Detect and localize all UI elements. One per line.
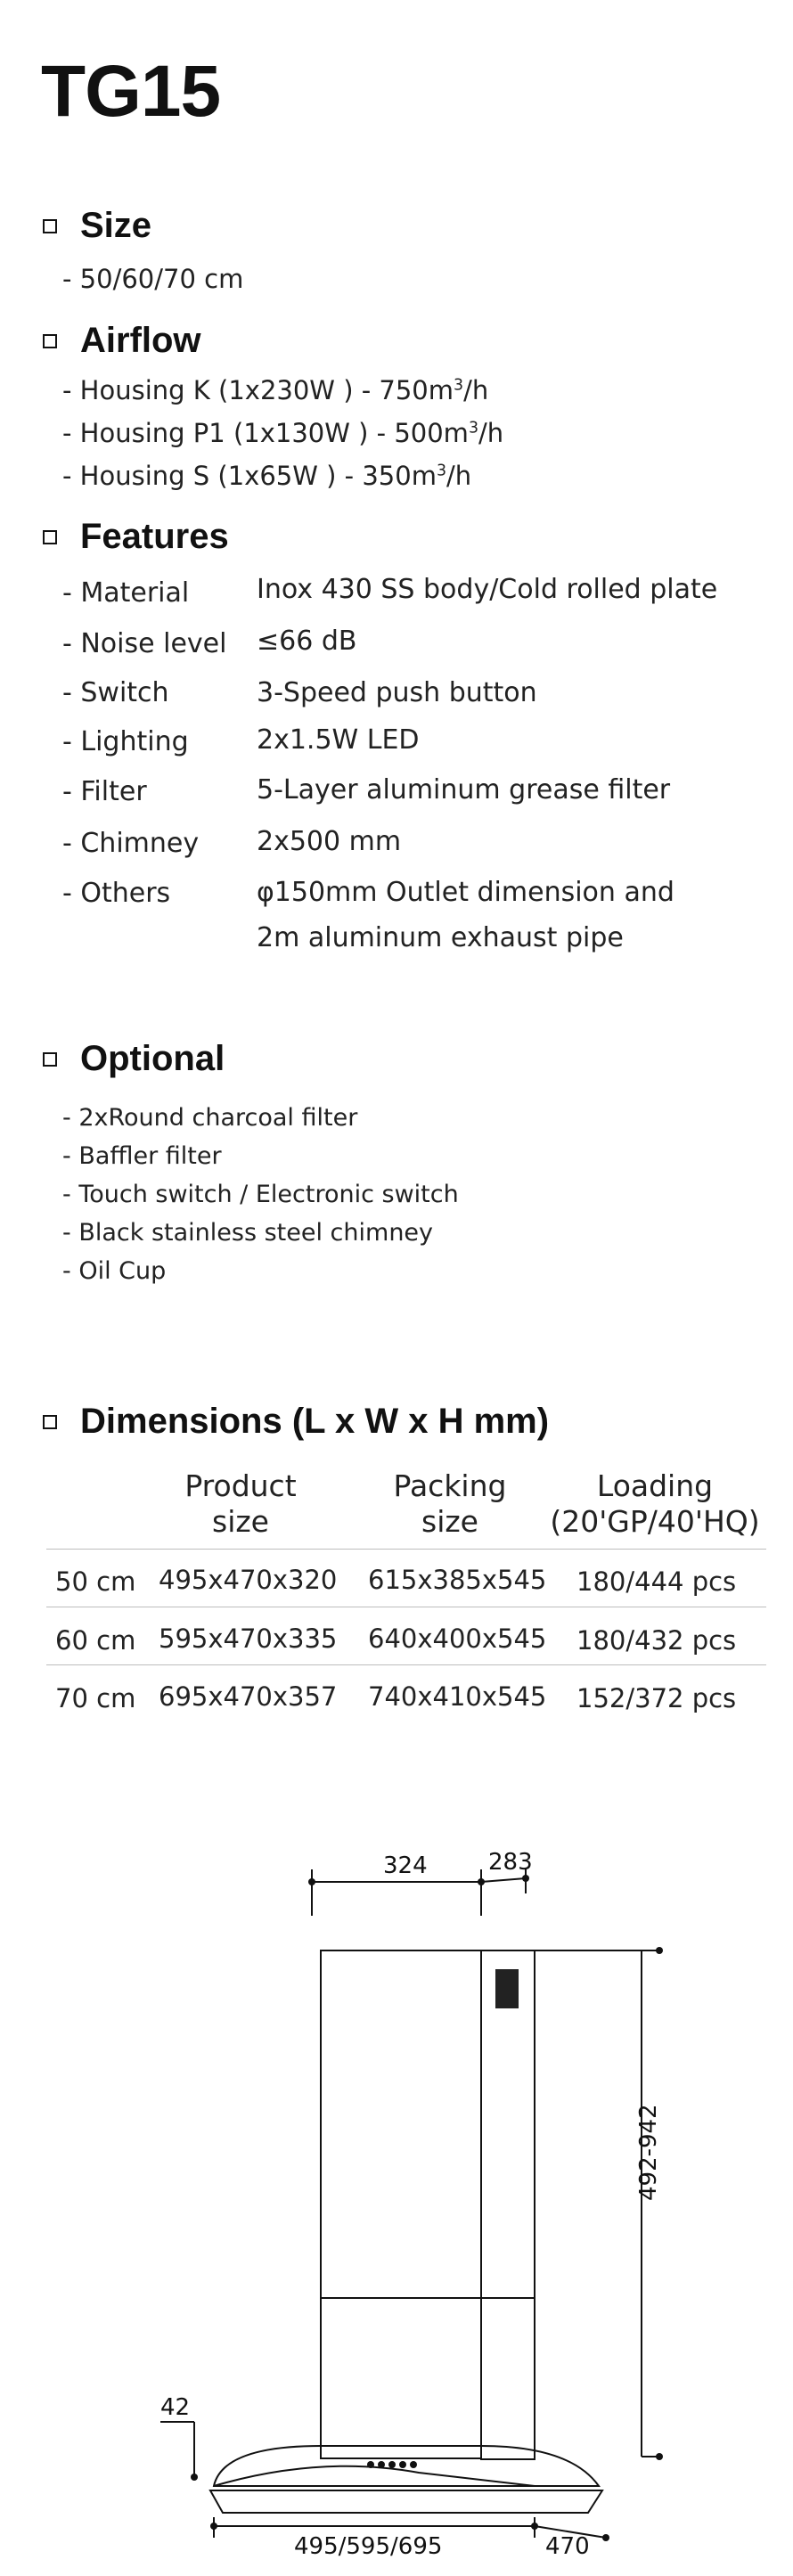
dimension-label: 324 <box>383 1852 428 1879</box>
table-cell-packing: 615x385x545 <box>368 1565 547 1595</box>
feature-label: - Filter <box>62 776 147 807</box>
square-bullet-icon <box>43 530 57 544</box>
optional-heading-text: Optional <box>80 1039 225 1078</box>
square-bullet-icon <box>43 1052 57 1067</box>
feature-label: - Noise level <box>62 628 227 659</box>
table-cell-loading: 152/372 pcs <box>576 1683 737 1713</box>
airflow-item-sup: 3 <box>436 462 447 480</box>
dimensions-heading-text: Dimensions (L x W x H mm) <box>80 1402 550 1441</box>
airflow-item-unit: /h <box>463 375 489 405</box>
column-header-line: Packing <box>393 1468 507 1503</box>
dimension-label: 283 <box>488 1849 533 1876</box>
column-header-packing <box>374 1468 526 1540</box>
size-value: - 50/60/70 cm <box>62 264 244 294</box>
dimension-label: 492-942 <box>635 2104 662 2201</box>
square-bullet-icon <box>43 1415 57 1429</box>
table-cell-size: 70 cm <box>55 1683 136 1713</box>
table-cell-packing: 740x410x545 <box>368 1681 547 1712</box>
airflow-item-unit: /h <box>446 461 472 491</box>
table-cell-size: 50 cm <box>55 1566 136 1597</box>
feature-value: 5-Layer aluminum grease filter <box>257 774 671 806</box>
table-cell-loading: 180/432 pcs <box>576 1625 737 1656</box>
feature-value: 3-Speed push button <box>257 677 537 708</box>
feature-value: 2x500 mm <box>257 826 402 857</box>
airflow-item-text: - Housing P1 (1x130W ) - 500m <box>62 418 469 448</box>
dimension-label: 470 <box>545 2533 590 2560</box>
column-header-product <box>165 1468 316 1540</box>
column-header-line: size <box>212 1504 269 1539</box>
feature-label: - Others <box>62 878 171 909</box>
column-header-line: size <box>421 1504 478 1539</box>
feature-value-continued: 2m aluminum exhaust pipe <box>257 922 624 953</box>
airflow-item-unit: /h <box>478 418 504 448</box>
size-heading-text: Size <box>80 206 152 245</box>
table-cell-product: 495x470x320 <box>159 1565 338 1595</box>
airflow-item <box>62 418 503 448</box>
airflow-item-text: - Housing S (1x65W ) - 350m <box>62 461 437 491</box>
optional-item: - 2xRound charcoal filter <box>62 1104 358 1132</box>
table-cell-loading: 180/444 pcs <box>576 1566 737 1597</box>
dimensions-heading <box>43 1402 549 1442</box>
features-heading-text: Features <box>80 517 229 556</box>
optional-item: - Oil Cup <box>62 1257 167 1285</box>
table-cell-product: 695x470x357 <box>159 1681 338 1712</box>
airflow-item <box>62 375 488 405</box>
vent-grille-icon <box>495 1969 519 2008</box>
feature-value: ≤66 dB <box>257 626 357 657</box>
optional-heading <box>43 1039 225 1079</box>
airflow-heading-text: Airflow <box>80 321 201 360</box>
feature-value: 2x1.5W LED <box>257 724 420 756</box>
optional-item: - Black stainless steel chimney <box>62 1219 434 1247</box>
product-title: TG15 <box>41 51 221 132</box>
feature-label: - Switch <box>62 677 169 708</box>
airflow-item-text: - Housing K (1x230W ) - 750m <box>62 375 454 405</box>
range-hood-technical-drawing <box>0 1818 793 2576</box>
column-header-line: Product <box>184 1468 297 1503</box>
table-divider <box>46 1549 766 1550</box>
airflow-heading <box>43 321 201 361</box>
table-cell-packing: 640x400x545 <box>368 1623 547 1654</box>
square-bullet-icon <box>43 334 57 348</box>
feature-label: - Chimney <box>62 828 200 859</box>
feature-label: - Lighting <box>62 726 189 757</box>
airflow-item-sup: 3 <box>468 419 479 438</box>
feature-label: - Material <box>62 577 190 609</box>
column-header-line: (20'GP/40'HQ) <box>550 1504 760 1539</box>
optional-item: - Baffler filter <box>62 1142 222 1170</box>
feature-value: φ150mm Outlet dimension and <box>257 877 674 908</box>
table-cell-product: 595x470x335 <box>159 1623 338 1654</box>
size-heading <box>43 206 151 246</box>
square-bullet-icon <box>43 219 57 233</box>
feature-value: Inox 430 SS body/Cold rolled plate <box>257 574 718 605</box>
features-heading <box>43 517 229 557</box>
table-cell-size: 60 cm <box>55 1625 136 1656</box>
dimension-label: 495/595/695 <box>294 2533 443 2560</box>
dimension-label: 42 <box>160 2394 191 2421</box>
table-divider <box>46 1664 766 1665</box>
column-header-loading <box>544 1468 766 1540</box>
column-header-line: Loading <box>596 1468 714 1503</box>
optional-item: - Touch switch / Electronic switch <box>62 1181 459 1208</box>
airflow-item-sup: 3 <box>454 376 464 395</box>
airflow-item <box>62 461 471 491</box>
